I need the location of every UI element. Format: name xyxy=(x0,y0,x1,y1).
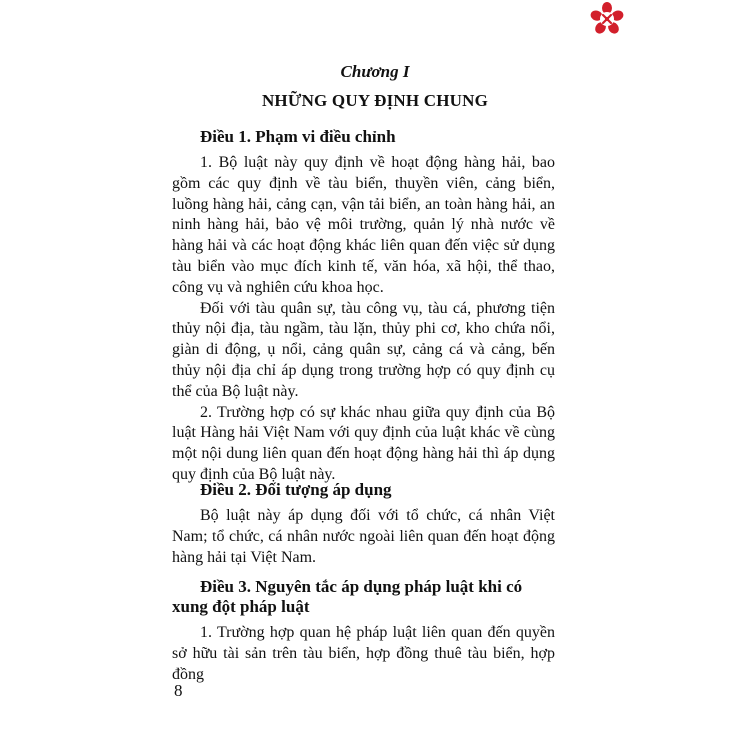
chapter-title: NHỮNG QUY ĐỊNH CHUNG xyxy=(261,91,489,110)
article-1-paragraph-1: 1. Bộ luật này quy định về hoạt động hàng hải, bao gồm các quy định về tàu biển, thuyền viên, cảng biển, luồng hàng hải, cảng cạn, vận tải biển, an toàn hàng hải, an ninh hàng hải, bảo vệ môi trường, quản lý nhà nước về hàng hải và các hoạt động khác liên quan đến việc sử dụng tàu biển vào mục đích kinh tế, văn hóa, xã hội, thể thao, công vụ và nghiên cứu khoa học. xyxy=(172,154,555,296)
article-1-heading: Điều 1. Phạm vi điều chỉnh xyxy=(200,127,396,146)
article-3-paragraph-1: 1. Trường hợp quan hệ pháp luật liên quan đến quyền sở hữu tài sản trên tàu biển, hợp đồng thuê tàu biển, hợp đồng xyxy=(172,624,555,683)
article-1-paragraph-3: 2. Trường hợp có sự khác nhau giữa quy định của Bộ luật Hàng hải Việt Nam với quy định của luật khác về cùng một nội dung liên quan đến hoạt động hàng hải thì áp dụng quy định của Bộ luật này. xyxy=(172,403,555,483)
article-2-heading: Điều 2. Đối tượng áp dụng xyxy=(200,480,392,499)
article-1 xyxy=(172,127,555,147)
article-2-paragraph-1: Bộ luật này áp dụng đối với tổ chức, cá nhân Việt Nam; tổ chức, cá nhân nước ngoài liên quan đến hoạt động hàng hải tại Việt Nam. xyxy=(172,507,555,566)
article-3-body xyxy=(172,623,555,685)
article-2-body xyxy=(172,506,555,568)
article-1-paragraph-2: Đối với tàu quân sự, tàu công vụ, tàu cá, phương tiện thủy nội địa, tàu ngầm, tàu lặn, thủy phi cơ, kho chứa nổi, giàn di động, ụ nổi, cảng quân sự, cảng cá và cảng, bến thủy nội địa chỉ áp dụng trong trường hợp có quy định cụ thể của Bộ luật này. xyxy=(172,299,555,400)
article-3-heading-line-2: xung đột pháp luật xyxy=(172,597,310,616)
page-number: 8 xyxy=(174,681,183,700)
publisher-flower-logo-icon xyxy=(590,2,624,36)
article-3-heading-line-1: Điều 3. Nguyên tắc áp dụng pháp luật khi có xyxy=(200,577,523,596)
chapter-label: Chương I xyxy=(340,62,410,81)
article-1-body xyxy=(172,153,555,486)
article-3-heading xyxy=(172,577,555,617)
article-2 xyxy=(172,480,555,500)
article-3 xyxy=(172,577,555,617)
